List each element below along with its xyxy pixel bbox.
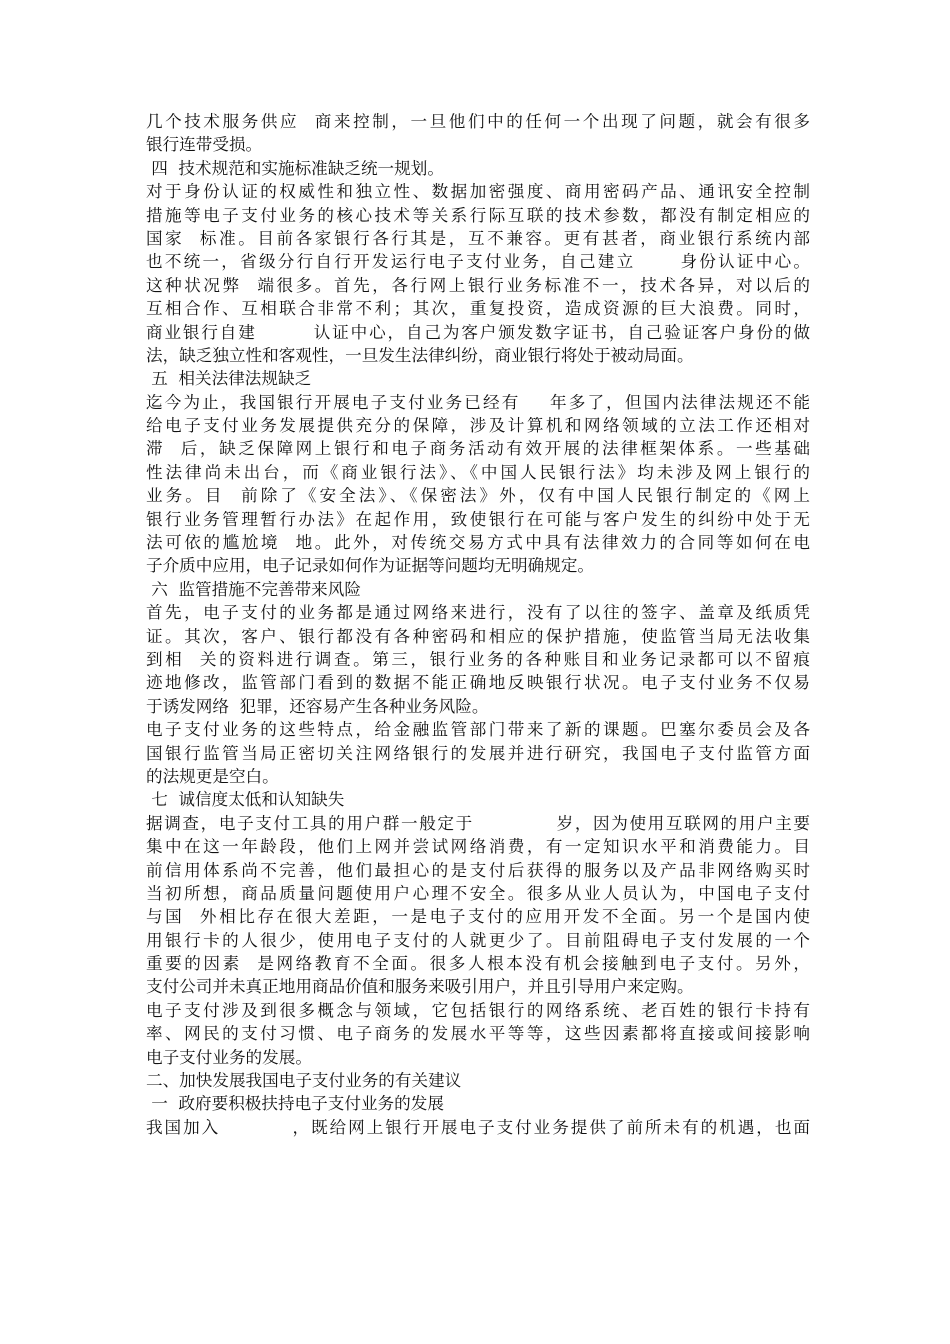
text-line: 用银行卡的人很少，使用电子支付的人就更少了。目前阻碍电子支付发展的一个 (146, 930, 810, 950)
text-line: 于诱发网络 犯罪，还容易产生各种业务风险。 (146, 696, 489, 716)
text-line: 迄今为止，我国银行开展电子支付业务已经有 年多了，但国内法律法规还不能 (146, 392, 810, 412)
text-line: 滞 后，缺乏保障网上银行和电子商务活动有效开展的法律框架体系。一些基础 (146, 439, 810, 459)
text-line: 我国加入 ，既给网上银行开展电子支付业务提供了前所未有的机遇，也面 (146, 1117, 810, 1137)
section-heading: 六 监管措施不完善带来风险 (146, 579, 361, 599)
text-line: 给电子支付业务发展提供充分的保障，涉及计算机和网络领域的立法工作还相对 (146, 416, 810, 436)
text-line: 银行业务管理暂行办法》在起作用，致使银行在可能与客户发生的纠纷中处于无 (146, 509, 810, 529)
section-heading: 二、加快发展我国电子支付业务的有关建议 (146, 1071, 462, 1091)
text-line: 与国 外相比存在很大差距，一是电子支付的应用开发不全面。另一个是国内使 (146, 907, 810, 927)
text-line: 集中在这一年龄段，他们上网并尝试网络消费，有一定知识水平和消费能力。目 (146, 837, 810, 857)
section-heading: 七 诚信度太低和认知缺失 (146, 790, 345, 810)
text-line: 迹地修改，监管部门看到的数据不能正确地反映银行状况。电子支付业务不仅易 (146, 673, 810, 693)
text-line: 商业银行自建 认证中心，自己为客户颁发数字证书，自己验证客户身份的做 (146, 322, 810, 342)
text-line: 电子支付业务的发展。 (146, 1047, 312, 1067)
text-line: 法可依的尴尬境 地。此外，对传统交易方式中具有法律效力的合同等如何在电 (146, 533, 810, 553)
section-heading: 四 技术规范和实施标准缺乏统一规划。 (146, 158, 444, 178)
text-line: 法，缺乏独立性和客观性，一旦发生法律纠纷，商业银行将处于被动局面。 (146, 345, 694, 365)
text-line: 子介质中应用，电子记录如何作为证据等问题均无明确规定。 (146, 556, 595, 576)
text-line: 率、网民的支付习惯、电子商务的发展水平等等，这些因素都将直接或间接影响 (146, 1024, 810, 1044)
text-line: 几个技术服务供应 商来控制，一旦他们中的任何一个出现了问题，就会有很多 (146, 112, 810, 131)
text-line: 首先，电子支付的业务都是通过网络来进行，没有了以往的签字、盖章及纸质凭 (146, 603, 810, 623)
text-line: 电子支付涉及到很多概念与领域，它包括银行的网络系统、老百姓的银行卡持有 (146, 1000, 810, 1020)
text-line: 当初所想，商品质量问题使用户心理不安全。很多从业人员认为，中国电子支付 (146, 883, 810, 903)
text-line: 国家 标准。目前各家银行各行其是，互不兼容。更有甚者，商业银行系统内部 (146, 228, 810, 248)
text-line: 措施等电子支付业务的核心技术等关系行际互联的技术参数，都没有制定相应的 (146, 205, 810, 225)
text-line: 重要的因素 是网络教育不全面。很多人根本没有机会接触到电子支付。另外， (146, 954, 810, 974)
text-line: 的法规更是空白。 (146, 766, 279, 786)
text-line: 电子支付业务的这些特点，给金融监管部门带来了新的课题。巴塞尔委员会及各 (146, 720, 810, 740)
text-line: 也不统一，省级分行自行开发运行电子支付业务，自己建立 身份认证中心。 (146, 252, 810, 272)
section-heading: 一 政府要积极扶持电子支付业务的发展 (146, 1094, 444, 1114)
text-line: 证。其次，客户、银行都没有各种密码和相应的保护措施，使监管当局无法收集 (146, 626, 810, 646)
text-line: 到相 关的资料进行调查。第三，银行业务的各种账目和业务记录都可以不留痕 (146, 649, 810, 669)
text-line: 对于身份认证的权威性和独立性、数据加密强度、商用密码产品、通讯安全控制 (146, 182, 810, 202)
text-line: 据调查，电子支付工具的用户群一般定于 岁，因为使用互联网的用户主要 (146, 813, 810, 833)
document-page (146, 110, 810, 1139)
text-line: 前信用体系尚不完善，他们最担心的是支付后获得的服务以及产品非网络购买时 (146, 860, 810, 880)
text-line: 互相合作、互相联合非常不利；其次，重复投资，造成资源的巨大浪费。同时， (146, 299, 810, 319)
text-line: 支付公司并未真正地用商品价值和服务来吸引用户，并且引导用户来定购。 (146, 977, 694, 997)
text-line: 性法律尚未出台，而《商业银行法》、《中国人民银行法》均未涉及网上银行的 (146, 462, 810, 482)
section-heading: 五 相关法律法规缺乏 (146, 369, 312, 389)
text-line: 这种状况弊 端很多。首先，各行网上银行业务标准不一，技术各异，对以后的 (146, 275, 810, 295)
text-line: 银行连带受损。 (146, 135, 263, 155)
text-line: 国银行监管当局正密切关注网络银行的发展并进行研究，我国电子支付监管方面 (146, 743, 810, 763)
text-line: 业务。目 前除了《安全法》、《保密法》外，仅有中国人民银行制定的《网上 (146, 486, 810, 506)
